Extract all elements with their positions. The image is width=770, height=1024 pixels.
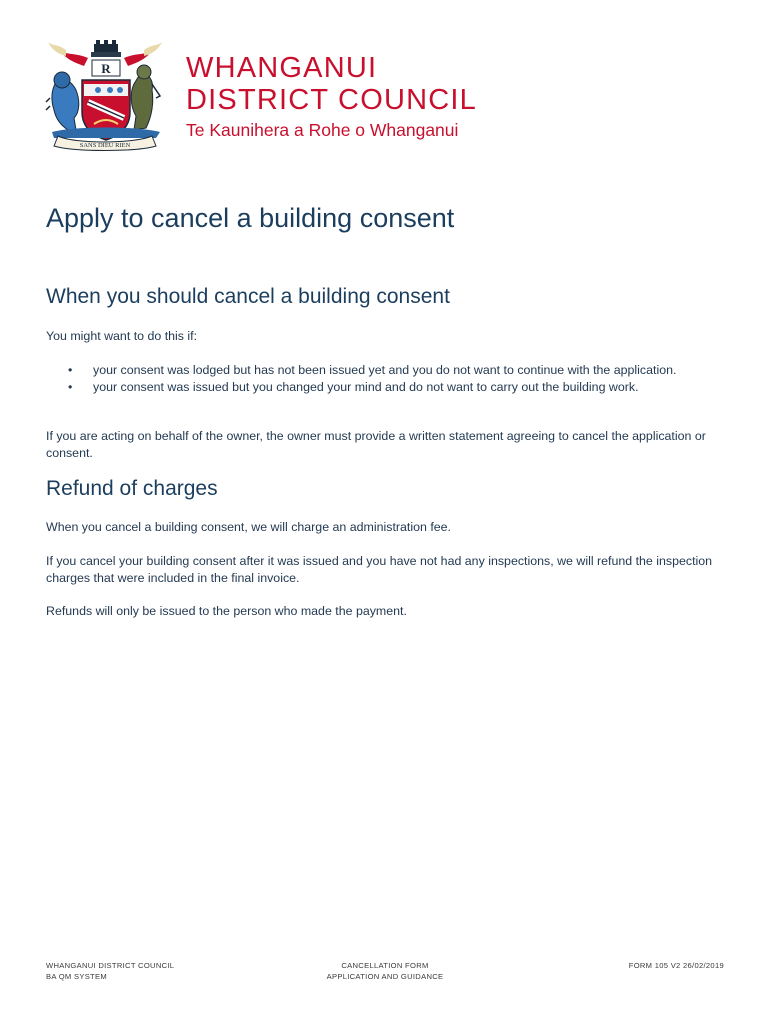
brand-line-2: DISTRICT COUNCIL xyxy=(186,84,477,116)
bullet-icon: • xyxy=(68,363,73,377)
refund-fee-text: When you cancel a building consent, we will charge an administration fee. xyxy=(46,520,451,534)
refund-payer-text: Refunds will only be issued to the person who made the payment. xyxy=(46,604,407,618)
page-title: Apply to cancel a building consent xyxy=(46,203,455,233)
list-item-text: your consent was issued but you changed your mind and do not want to carry out the building work. xyxy=(93,379,639,394)
reasons-list xyxy=(46,362,726,395)
footer-form-name: CANCELLATION FORM xyxy=(341,961,429,970)
list-item-text: your consent was lodged but has not been issued yet and you do not want to continue with the application. xyxy=(93,363,677,377)
footer-council: WHANGANUI DISTRICT COUNCIL xyxy=(46,961,175,970)
footer-center xyxy=(300,960,470,982)
footer-left xyxy=(46,960,174,982)
section-heading-when-cancel: When you should cancel a building consent xyxy=(46,285,450,308)
crest-motto: SANS DIEU RIEN xyxy=(79,142,131,149)
list-item xyxy=(46,379,726,396)
owner-note: If you are acting on behalf of the owner, the owner must provide a written statement agreeing to cancel the application or consent. xyxy=(46,429,706,460)
footer-system: BA QM SYSTEM xyxy=(46,972,107,981)
brand-maori-name: Te Kaunihera a Rohe o Whanganui xyxy=(186,120,459,140)
council-brand xyxy=(186,52,477,141)
svg-text:R: R xyxy=(101,61,111,76)
bullet-icon: • xyxy=(68,379,73,394)
intro-text: You might want to do this if: xyxy=(46,329,198,343)
footer-form-subtitle: APPLICATION AND GUIDANCE xyxy=(326,972,444,981)
brand-line-1: WHANGANUI xyxy=(186,52,378,84)
list-item xyxy=(46,362,726,379)
refund-inspection-text: If you cancel your building consent after it was issued and you have not had any inspections, we will refund the inspection charges that were included in the final invoice. xyxy=(46,554,713,585)
section-heading-refund: Refund of charges xyxy=(46,477,218,500)
footer-form-number: FORM 105 V2 26/02/2019 xyxy=(628,961,724,970)
crest-motto-overlay xyxy=(44,40,166,152)
